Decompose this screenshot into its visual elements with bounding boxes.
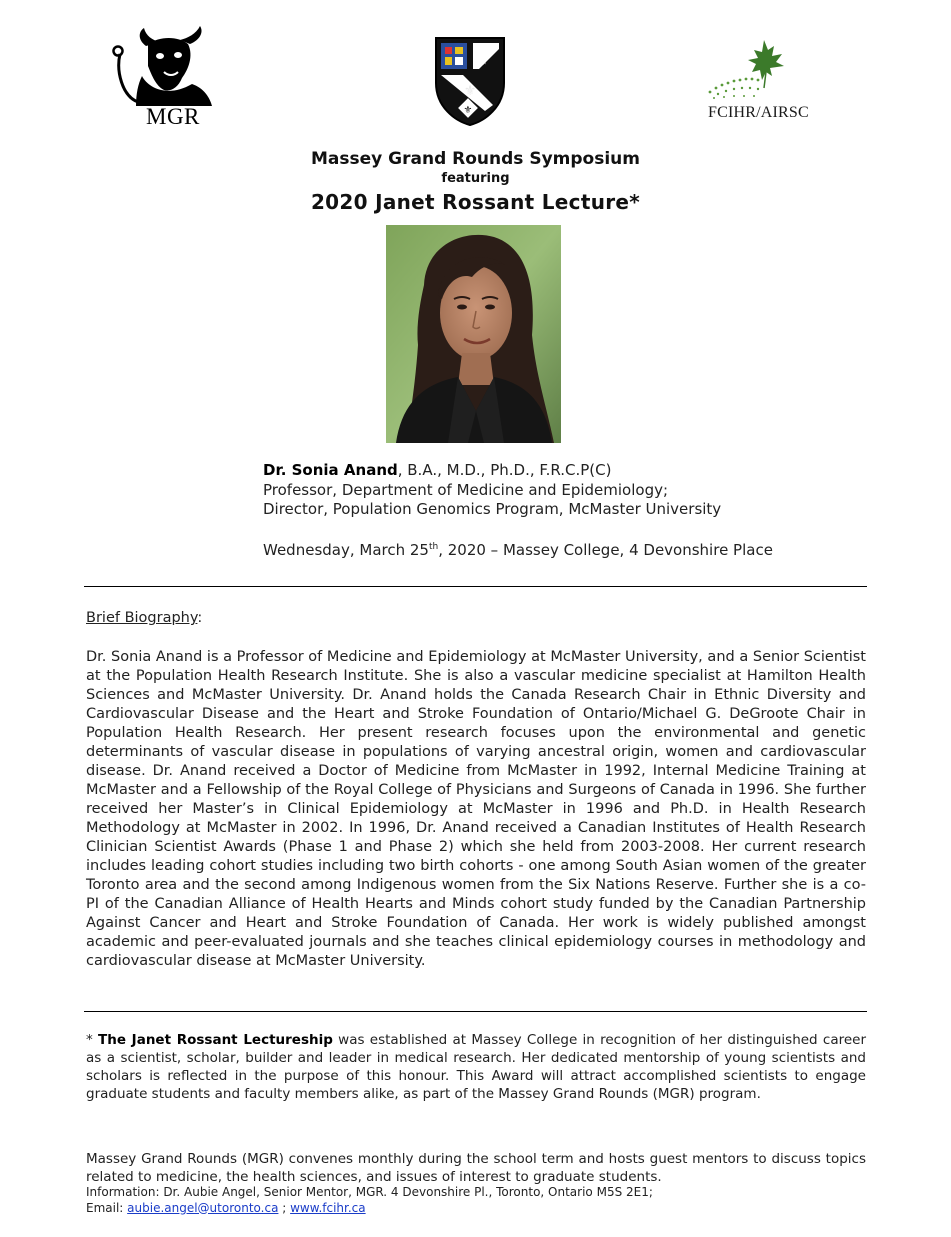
email-label: Email: [86,1200,128,1215]
event-date-sup: th [428,542,439,552]
massey-crest-logo [433,35,507,127]
mgr-description: Massey Grand Rounds (MGR) convenes monthly during the school term and hosts guest mentors to discuss topics related to medicine, the health sciences, and issues of interest to graduate students. [86,1151,866,1185]
svg-text:⚜: ⚜ [463,83,477,99]
maple-leaf-icon [704,40,844,100]
fcihr-logo-text: FCIHR/AIRSC [708,104,809,121]
bio-heading-text: Brief Biography [86,610,198,626]
email-link[interactable]: aubie.angel@utoronto.ca [127,1200,279,1215]
contact-links [86,1201,653,1217]
speaker-portrait [386,225,561,443]
event-date-location [263,541,773,559]
lecture-title: 2020 Janet Rossant Lecture* [310,190,641,214]
website-link[interactable]: www.fcihr.ca [290,1200,366,1215]
link-separator: ; [278,1200,291,1215]
featuring-label: featuring [441,171,510,186]
bio-text: Dr. Sonia Anand is a Professor of Medicine and Epidemiology at McMaster University, and a Senior Scientist at the Population Health Research Institute. She is also a vascular medicine specialist at Hamilton Health Sciences and McMaster University. Dr. Anand holds the Canada Research Chair in Ethnic Diversity and Cardiovascular Disease and the Heart and Stroke Foundation of Ontario/Michael G. DeGroote Chair in Population Health Research. Her present research focuses upon the environmental and genetic determinants of vascular disease in populations of varying ancestral origin, women and cardiovascular disease. Dr. Anand received a Doctor of Medicine from McMaster in 1992, Internal Medicine Training at McMaster and a Fellowship of the Royal College of Physicians and Surgeons of Canada in 1996. She further received her Master’s in Clinical Epidemiology at McMaster in 1996 and Ph.D. in Health Research Methodology at McMaster in 2002. In 1996, Dr. Anand received a Canadian Institutes of Health Research Clinician Scientist Awards (Phase 1 and Phase 2) which she held from 2003-2008. Her current research includes leading cohort studies including two birth cohorts - one among South Asian women of the greater Toronto area and the second among Indigenous women from the Six Nations Reserve. Further she is a co-PI of the Canadian Alliance of Health Hearts and Minds cohort study funded by the Canadian Partnership Against Cancer and Heart and Stroke Foundation of Canada. Her work is widely published amongst academic and peer-evaluated journals and she teaches clinical epidemiology courses in methodology and cardiovascular disease at McMaster University. [86,649,866,969]
bio-heading-colon: : [197,610,203,626]
bio-heading [86,610,202,626]
speaker-title-1: Professor, Department of Medicine and Epidemiology; [263,480,669,499]
mgr-logo [108,26,218,130]
fcihr-logo [704,40,844,126]
event-date-suffix: , 2020 – Massey College, 4 Devonshire Place [438,541,773,559]
mgr-logo-text: MGR [146,104,200,129]
speaker-name: Dr. Sonia Anand [263,461,398,479]
event-date-prefix: Wednesday, March 25 [263,541,429,559]
symposium-title: Massey Grand Rounds Symposium [311,149,640,169]
lectureship-asterisk: * [86,1032,99,1048]
speaker-info [263,461,721,520]
svg-text:⚜: ⚜ [476,53,490,69]
divider-bottom [84,1011,867,1012]
contact-address: Information: Dr. Aubie Angel, Senior Mentor, MGR. 4 Devonshire Pl., Toronto, Ontario M5S 2E1; [86,1185,653,1199]
svg-text:⚜: ⚜ [463,105,473,116]
speaker-name-line [263,461,721,481]
lectureship-title: The Janet Rossant Lectureship [98,1032,333,1048]
divider-top [84,586,867,587]
lectureship-text: was established at Massey College in recognition of her distinguished career as a scientist, scholar, builder and leader in medical research. Her dedicated mentorship of young scientists and scholars is reflected in the purpose of this honour. This Award will attract accomplished scientists to engage graduate students and faculty members alike, as part of the Massey Grand Rounds (MGR) program. [86,1032,867,1102]
speaker-title-2: Director, Population Genomics Program, McMaster University [263,500,722,518]
speaker-credentials: , B.A., M.D., Ph.D., F.R.C.P(C) [397,461,612,479]
bull-icon [108,26,218,106]
contact-info [86,1185,653,1216]
crest-icon [433,35,507,127]
lectureship-paragraph [86,1031,866,1103]
